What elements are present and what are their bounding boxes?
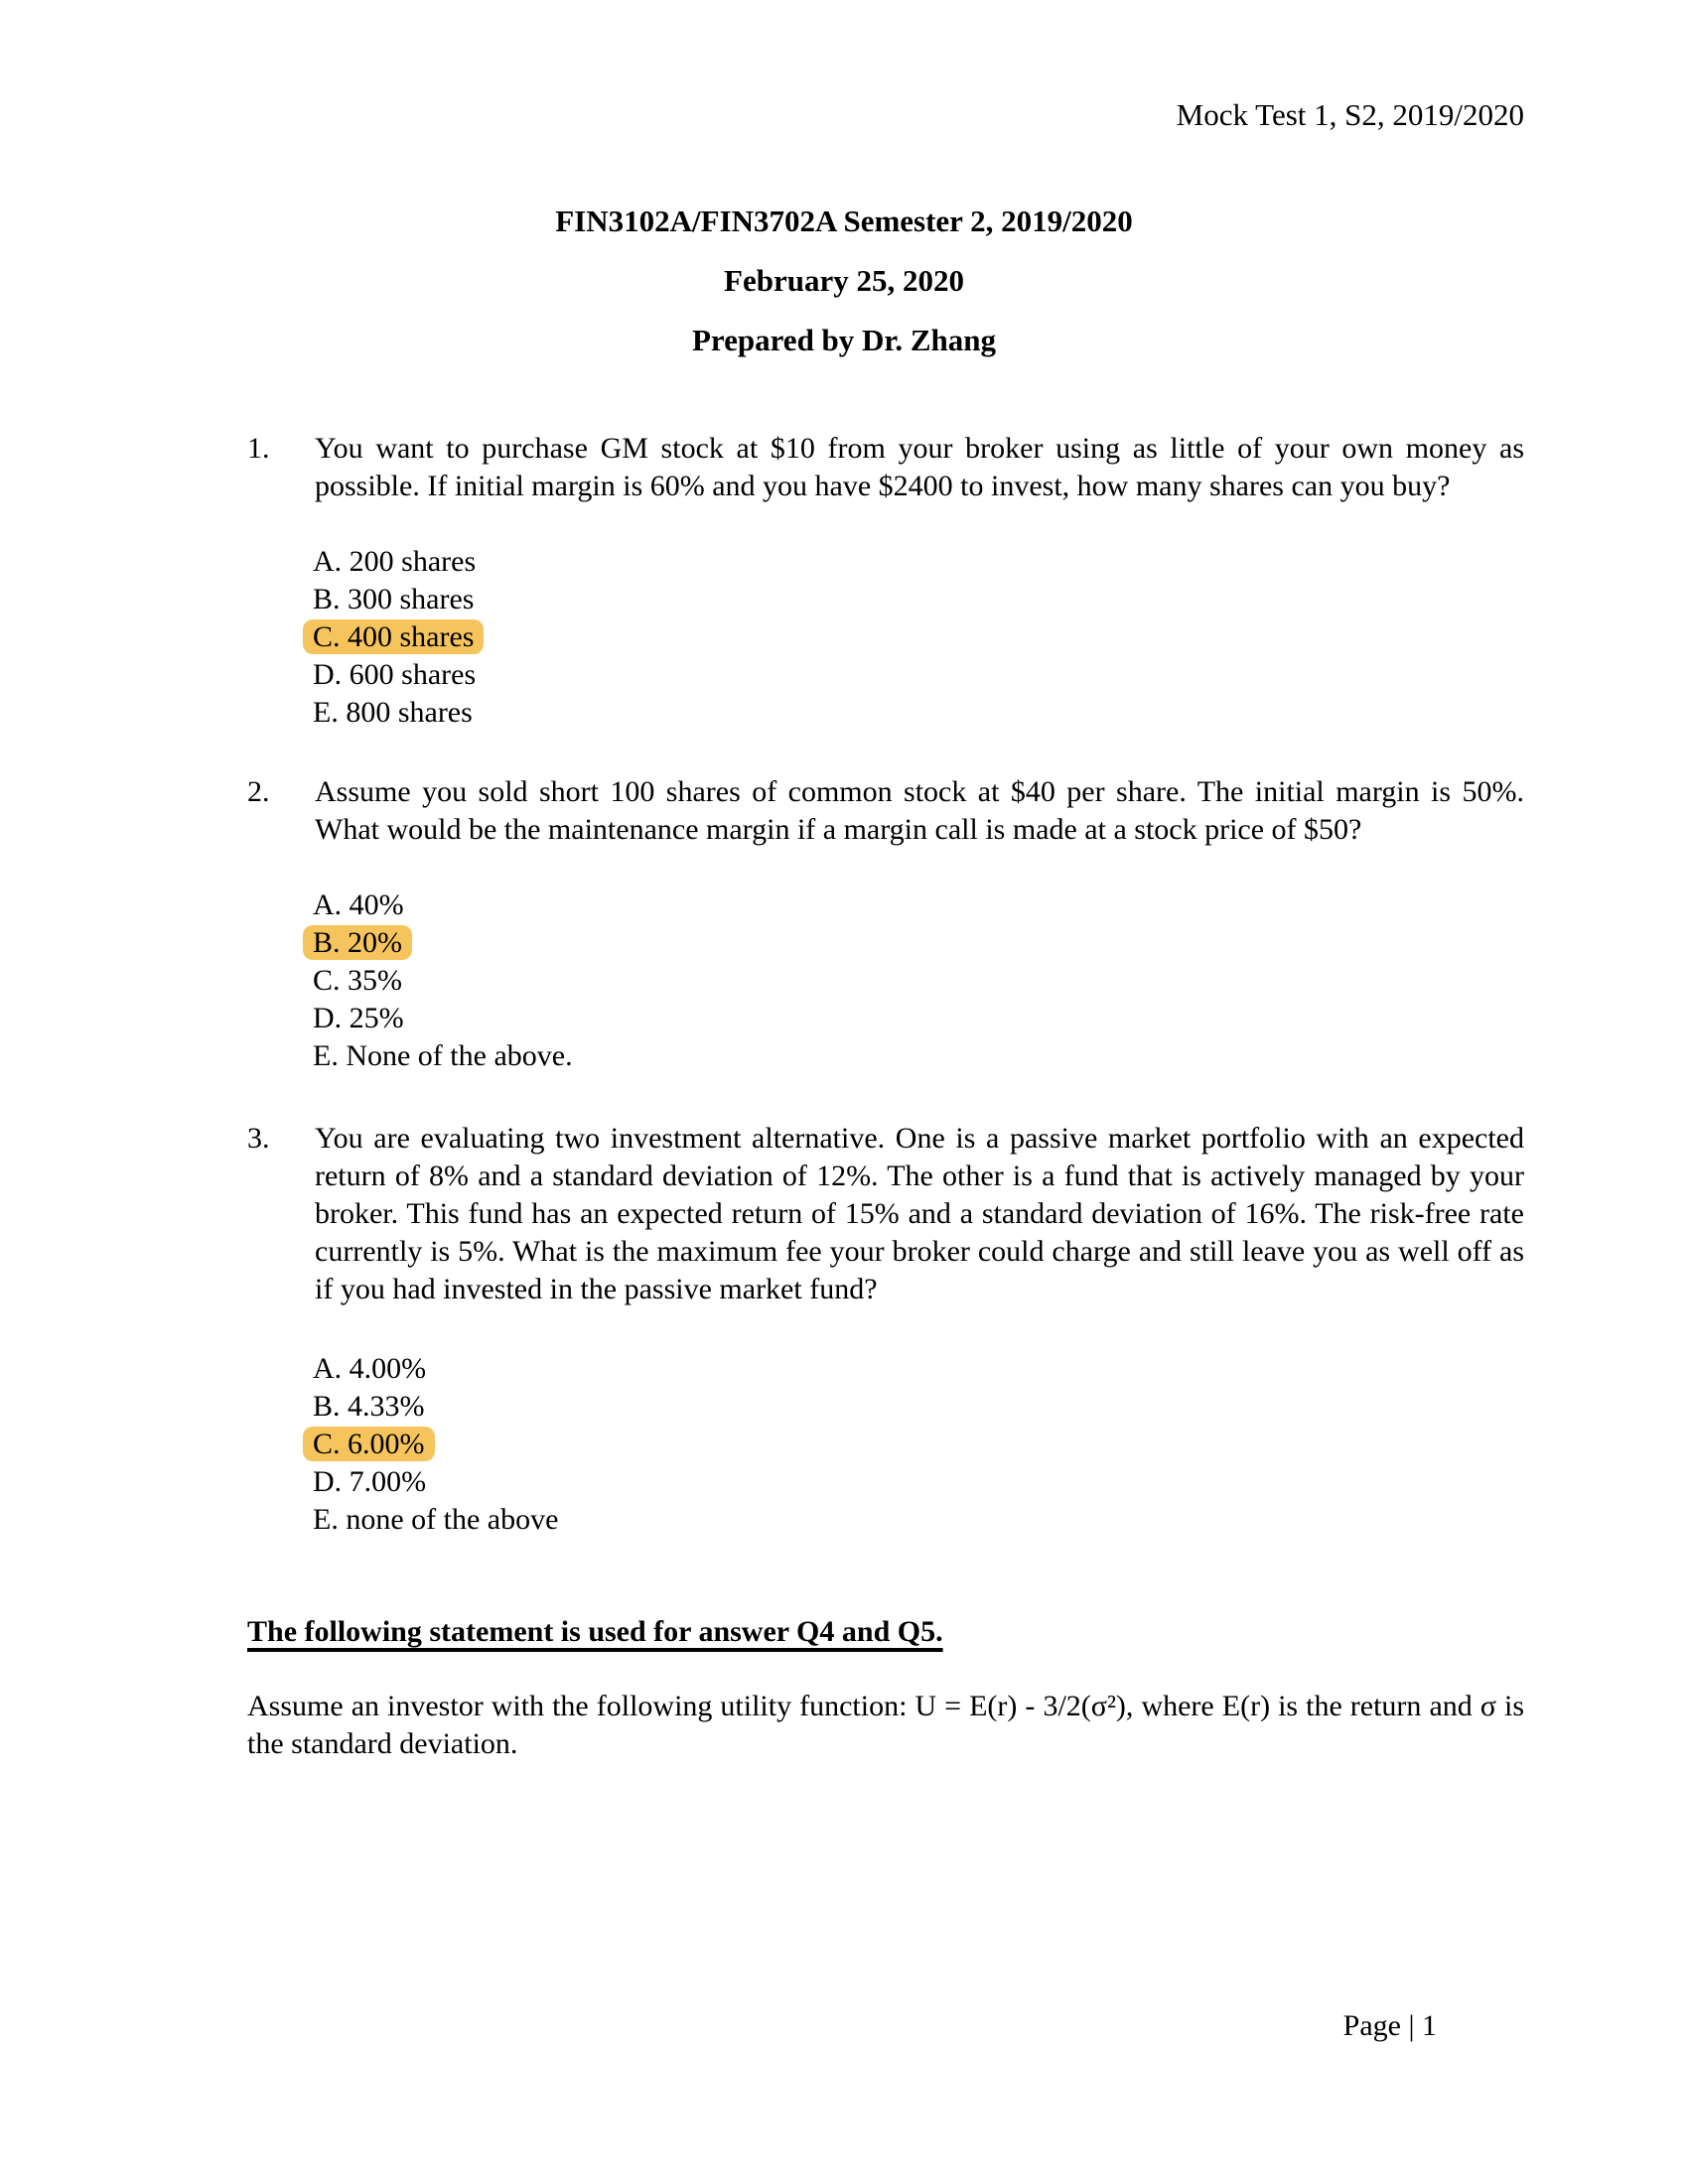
option-label: D. 25% <box>313 1002 404 1034</box>
option-highlighted-answer <box>313 924 1688 962</box>
course-title: FIN3102A/FIN3702A Semester 2, 2019/2020 <box>555 204 1133 238</box>
option-highlighted-answer <box>313 1426 1688 1463</box>
option-label: B. 20% <box>303 925 412 960</box>
option <box>313 1388 1688 1426</box>
option-label: B. 4.33% <box>313 1390 425 1423</box>
prepared-by: Prepared by Dr. Zhang <box>691 323 997 357</box>
option-label: A. 40% <box>313 888 404 921</box>
option <box>313 887 1688 924</box>
option-label: A. 4.00% <box>313 1352 427 1385</box>
option <box>313 1463 1688 1501</box>
option <box>313 656 1688 694</box>
section-note-body: Assume an investor with the following utility function: U = E(r) - 3/2(σ²), where E(r) is the return and σ is the standard deviation. <box>247 1690 1524 1760</box>
option <box>313 581 1688 618</box>
question-1-options <box>313 543 1688 732</box>
option-label: E. none of the above <box>313 1503 559 1536</box>
option <box>313 962 1688 1000</box>
question-2-number: 2. <box>247 775 270 808</box>
question-2 <box>247 773 1524 849</box>
question-1 <box>247 430 1524 505</box>
section-note-heading: The following statement is used for answer Q4 and Q5. <box>247 1615 943 1648</box>
option-label: E. None of the above. <box>313 1039 573 1072</box>
option-label: C. 400 shares <box>303 619 484 654</box>
question-3-options <box>313 1350 1688 1539</box>
page-header-label: Mock Test 1, S2, 2019/2020 <box>1176 97 1524 132</box>
question-1-text: You want to purchase GM stock at $10 from your broker using as little of your own money as possible. If initial margin is 60% and you have $2400 to invest, how many shares can you buy? <box>315 432 1524 502</box>
option <box>313 1037 1688 1075</box>
option <box>313 694 1688 732</box>
question-3 <box>247 1120 1524 1308</box>
option <box>313 1000 1688 1037</box>
option-label: B. 300 shares <box>313 583 475 615</box>
option-label: E. 800 shares <box>313 696 473 729</box>
option-label: A. 200 shares <box>313 545 477 578</box>
question-3-text: You are evaluating two investment alternative. One is a passive market portfolio with an expected return of 8% and a standard deviation of 12%. The other is a fund that is actively managed by your broker. This fund has an expected return of 15% and a standard deviation of 16%. The risk-free rate currently is 5%. What is the maximum fee your broker could charge and still leave you as well off as if you had invested in the passive market fund? <box>315 1122 1524 1305</box>
option-highlighted-answer <box>313 618 1688 656</box>
option <box>313 1501 1688 1539</box>
exam-date: February 25, 2020 <box>724 263 964 298</box>
question-3-number: 3. <box>247 1122 270 1155</box>
title-block <box>0 192 1688 370</box>
option-label: C. 35% <box>313 964 402 997</box>
page-number-label: Page | 1 <box>1342 2009 1437 2042</box>
question-2-options <box>313 887 1688 1075</box>
option <box>313 543 1688 581</box>
question-2-text: Assume you sold short 100 shares of common stock at $40 per share. The initial margin is 50%. What would be the maintenance margin if a margin call is made at a stock price of $50? <box>315 775 1524 846</box>
option-label: D. 7.00% <box>313 1465 427 1498</box>
question-1-number: 1. <box>247 432 270 465</box>
option-label: D. 600 shares <box>313 658 477 691</box>
option <box>313 1350 1688 1388</box>
option-label: C. 6.00% <box>303 1427 435 1461</box>
